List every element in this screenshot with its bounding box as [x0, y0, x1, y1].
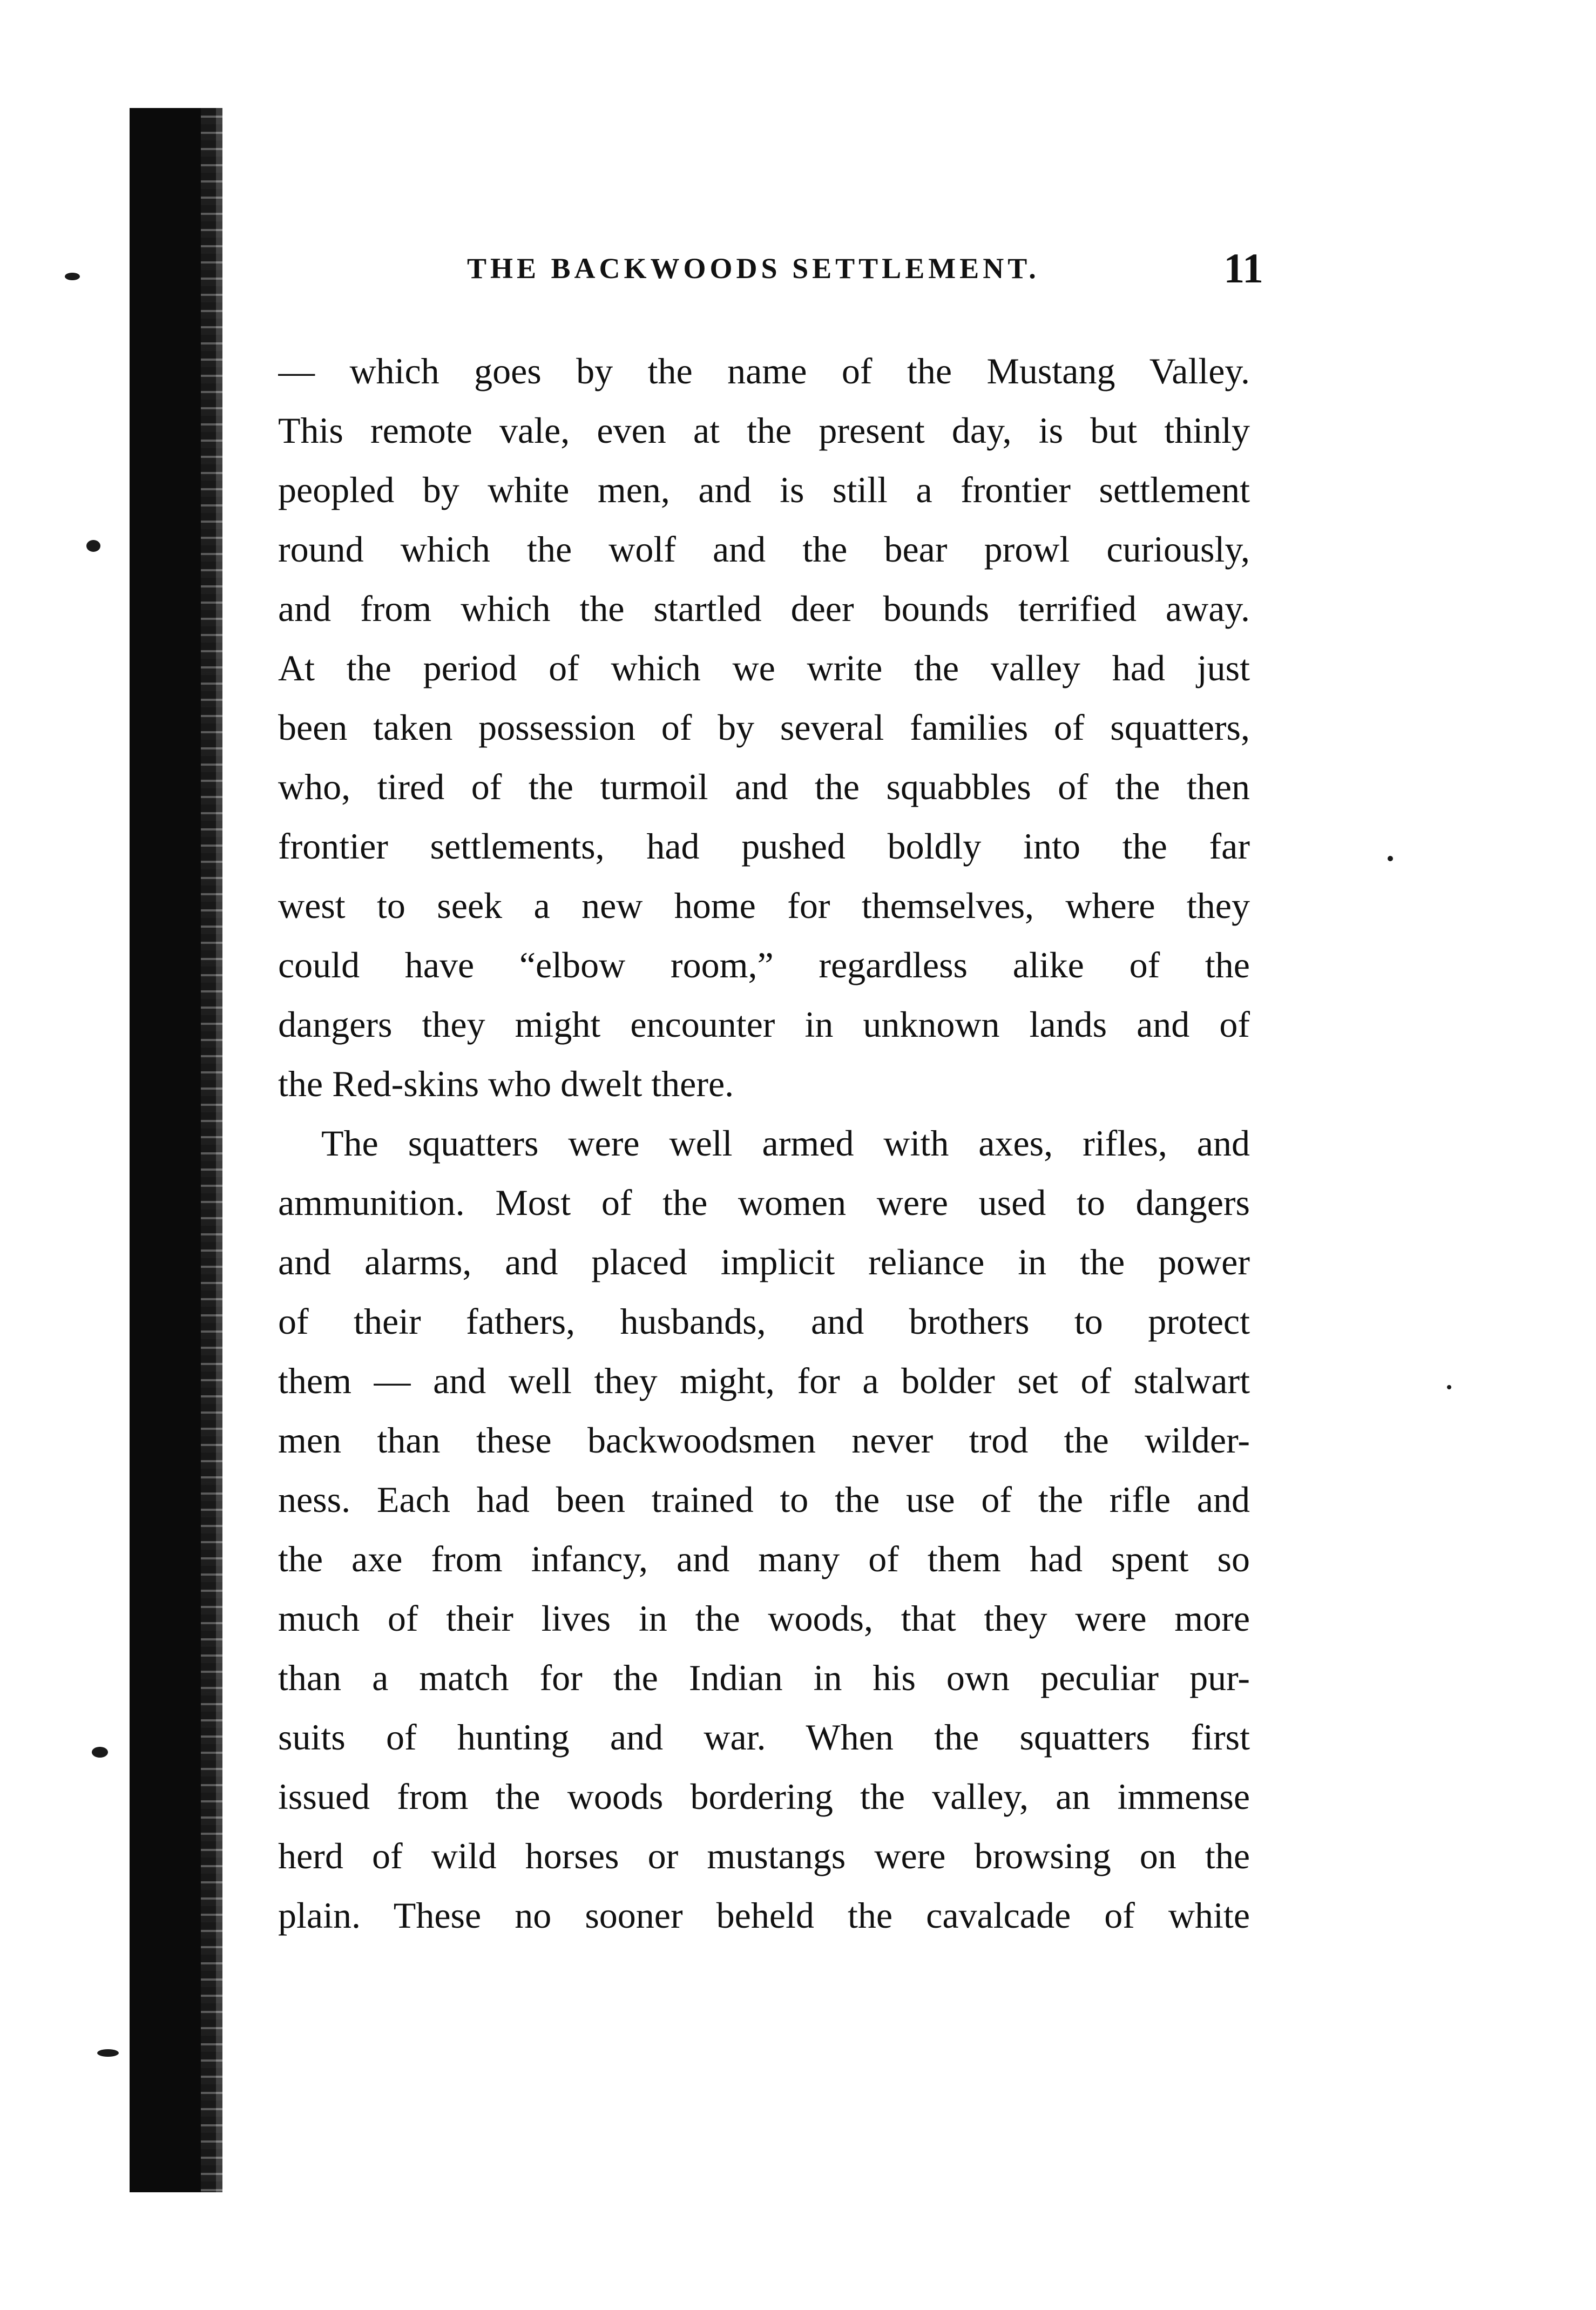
scan-speck [1388, 856, 1393, 861]
paragraph [278, 1113, 1250, 1945]
text-line: At the period of which we write the valley had just [278, 647, 1250, 688]
paragraph [278, 341, 1250, 1113]
page-header [270, 244, 1263, 293]
body-text [278, 341, 1250, 1945]
text-line: The squatters were well armed with axes, rifles, and [321, 1123, 1250, 1164]
text-line: and from which the startled deer bounds terrified away. [278, 588, 1250, 629]
text-line: round which the wolf and the bear prowl curiously, [278, 529, 1250, 570]
text-line: who, tired of the turmoil and the squabbles of the then [278, 766, 1250, 807]
text-line: herd of wild horses or mustangs were browsing on the [278, 1835, 1250, 1876]
text-line: west to seek a new home for themselves, where they [278, 885, 1250, 926]
text-line: issued from the woods bordering the valley, an immense [278, 1776, 1250, 1817]
text-line: and alarms, and placed implicit reliance in the power [278, 1241, 1250, 1282]
page-binding-edge [201, 108, 222, 2192]
text-line: than a match for the Indian in his own peculiar pur- [278, 1657, 1250, 1698]
page-number: 11 [1223, 245, 1263, 292]
scan-speck [92, 1747, 108, 1758]
text-line: men than these backwoodsmen never trod the wilder- [278, 1420, 1250, 1461]
text-line: peopled by white men, and is still a frontier settlement [278, 469, 1250, 510]
text-line: This remote vale, even at the present day, is but thinly [278, 410, 1250, 451]
text-line: the Red-skins who dwelt there. [278, 1063, 734, 1104]
text-line: the axe from infancy, and many of them had spent so [278, 1538, 1250, 1579]
text-line: ness. Each had been trained to the use of the rifle and [278, 1479, 1250, 1520]
text-line: frontier settlements, had pushed boldly into the far [278, 826, 1250, 867]
text-line: — which goes by the name of the Mustang Valley. [278, 350, 1250, 391]
scan-speck [97, 2049, 119, 2057]
text-line: been taken possession of by several families of squatters, [278, 707, 1250, 748]
text-line: dangers they might encounter in unknown lands and of [278, 1004, 1250, 1045]
text-line: ammunition. Most of the women were used to dangers [278, 1182, 1250, 1223]
text-line: plain. These no sooner beheld the cavalcade of white [278, 1895, 1250, 1936]
running-title: THE BACKWOODS SETTLEMENT. [467, 252, 1040, 285]
text-line: could have “elbow room,” regardless alike of the [278, 944, 1250, 985]
text-line: them — and well they might, for a bolder set of stalwart [278, 1360, 1250, 1401]
text-line: much of their lives in the woods, that they were more [278, 1598, 1250, 1639]
text-line: suits of hunting and war. When the squatters first [278, 1717, 1250, 1758]
scan-speck [65, 273, 80, 280]
scan-speck [1447, 1385, 1451, 1389]
text-line: of their fathers, husbands, and brothers to protect [278, 1301, 1250, 1342]
scan-speck [86, 540, 100, 552]
